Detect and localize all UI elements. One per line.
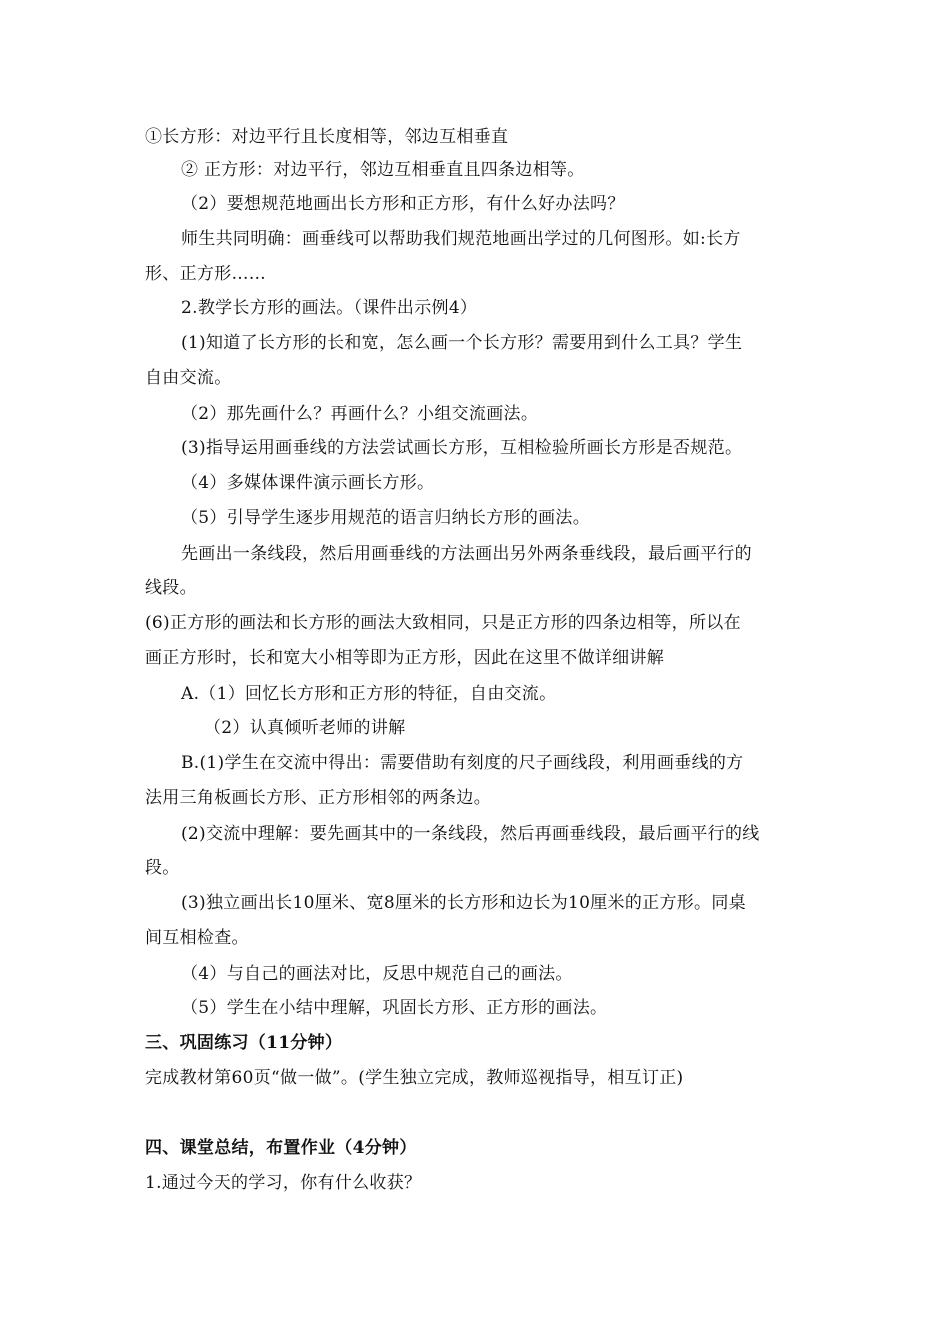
text-line: 线段。 bbox=[145, 578, 197, 598]
section-heading: 四、课堂总结，布置作业（4分钟） bbox=[145, 1138, 417, 1158]
text-line: 2.教学长方形的画法。（课件出示例4） bbox=[181, 298, 478, 318]
text-line: （5）引导学生逐步用规范的语言归纳长方形的画法。 bbox=[181, 508, 591, 528]
text-line: （2）那先画什么？再画什么？小组交流画法。 bbox=[181, 404, 539, 424]
text-line: （5）学生在小结中理解，巩固长方形、正方形的画法。 bbox=[181, 998, 608, 1018]
section-heading: 三、巩固练习（11分钟） bbox=[145, 1033, 343, 1053]
text-line: 法用三角板画长方形、正方形相邻的两条边。 bbox=[145, 788, 491, 808]
text-line: 画正方形时，长和宽大小相等即为正方形，因此在这里不做详细讲解 bbox=[145, 648, 664, 668]
text-line: (3)指导运用画垂线的方法尝试画长方形，互相检验所画长方形是否规范。 bbox=[181, 438, 743, 458]
text-line: B.(1)学生在交流中得出：需要借助有刻度的尺子画线段，利用画垂线的方 bbox=[181, 753, 744, 773]
text-line: （2）要想规范地画出长方形和正方形，有什么好办法吗？ bbox=[181, 194, 625, 214]
text-line: （4）多媒体课件演示画长方形。 bbox=[181, 473, 435, 493]
text-line: 师生共同明确：画垂线可以帮助我们规范地画出学过的几何图形。如:长方 bbox=[181, 229, 741, 249]
text-line: (1)知道了长方形的长和宽，怎么画一个长方形？需要用到什么工具？学生 bbox=[181, 333, 743, 353]
text-line: （2）认真倾听老师的讲解 bbox=[204, 718, 406, 738]
text-line: 形、正方形…… bbox=[145, 264, 267, 284]
text-line: 间互相检查。 bbox=[145, 928, 249, 948]
text-line: ② 正方形：对边平行，邻边互相垂直且四条边相等。 bbox=[181, 160, 585, 180]
text-line: (6)正方形的画法和长方形的画法大致相同，只是正方形的四条边相等，所以在 bbox=[145, 613, 741, 633]
text-line: 段。 bbox=[145, 858, 180, 878]
text-line: 自由交流。 bbox=[145, 368, 232, 388]
text-line: 先画出一条线段，然后用画垂线的方法画出另外两条垂线段，最后画平行的 bbox=[181, 544, 752, 564]
text-line: ①长方形：对边平行且长度相等，邻边互相垂直 bbox=[145, 127, 509, 147]
text-line: (2)交流中理解：要先画其中的一条线段，然后再画垂线段，最后画平行的线 bbox=[181, 824, 760, 844]
text-line: 1.通过今天的学习，你有什么收获？ bbox=[145, 1173, 422, 1193]
text-line: （4）与自己的画法对比，反思中规范自己的画法。 bbox=[181, 964, 573, 984]
text-line: (3)独立画出长10厘米、宽8厘米的长方形和边长为10厘米的正方形。同桌 bbox=[181, 893, 746, 913]
text-line: 完成教材第60页“做一做”。(学生独立完成，教师巡视指导，相互订正) bbox=[145, 1068, 684, 1088]
text-line: A.（1）回忆长方形和正方形的特征，自由交流。 bbox=[181, 684, 557, 704]
